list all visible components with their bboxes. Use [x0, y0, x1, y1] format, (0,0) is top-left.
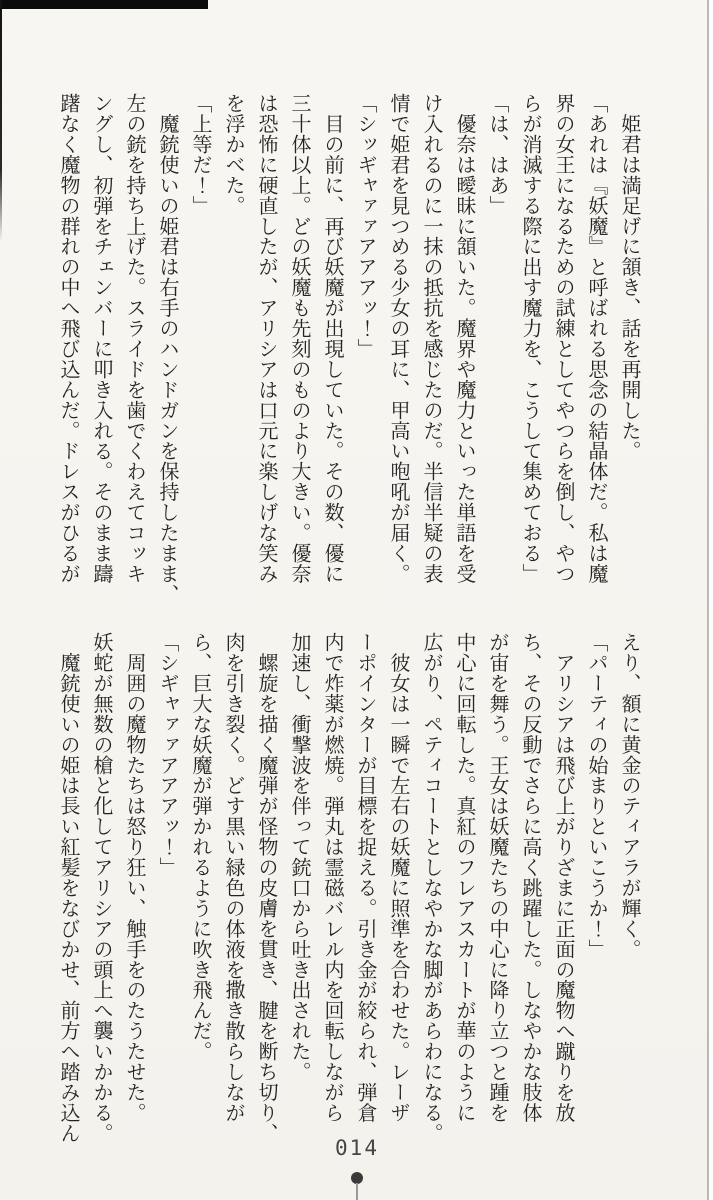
text-line: 魔銃使いの姫君は右手のハンドガンを保持したまま、 [156, 93, 180, 605]
text-line: は恐怖に硬直したが、アリシアは口元に楽しげな笑み [255, 93, 279, 584]
text-line: 「パーティの始まりといこうか！」 [585, 632, 609, 960]
text-line: 「上等だ！」 [189, 93, 213, 216]
text-line: 肉を引き裂く。どす黒い緑色の体液を撒き散らしなが [222, 632, 246, 1123]
text-line: ングし、初弾をチェンバーに叩き入れる。そのまま躊 [90, 93, 114, 584]
text-line: 左の銃を持ち上げた。スライドを歯でくわえてコッキ [123, 93, 147, 584]
text-line: 広がり、ペティコートとしなやかな脚があらわになる。 [420, 632, 444, 1144]
text-line: 目の前に、再び妖魔が出現していた。その数、優に [321, 93, 345, 584]
text-line: 内で炸薬が燃焼。弾丸は霊磁バレル内を回転しながら [321, 632, 345, 1123]
text-line: ら、巨大な妖魔が弾かれるように吹き飛んだ。 [189, 632, 213, 1062]
text-line: 情で姫君を見つめる少女の耳に、甲高い咆吼が届く。 [387, 93, 411, 584]
text-line: らが消滅する際に出す魔力を、こうして集めておる」 [519, 93, 543, 584]
text-line: 螺旋を描く魔弾が怪物の皮膚を貫き、腱を断ち切り、 [255, 632, 279, 1144]
scan-artifact-left-edge [0, 0, 2, 242]
text-line: 中心に回転した。真紅のフレアスカートが華のように [453, 632, 477, 1123]
text-block-bottom [52, 632, 646, 1154]
text-line: が宙を舞う。王女は妖魔たちの中心に降り立つと踵を [486, 632, 510, 1123]
text-line: ーポインターが目標を捉える。引き金が絞られ、弾倉 [354, 632, 378, 1123]
text-line: 加速し、衝撃波を伴って銃口から吐き出された。 [288, 632, 312, 1082]
page-number: 014 [335, 1136, 379, 1160]
text-line: 優奈は曖昧に頷いた。魔界や魔力といった単語を受 [453, 93, 477, 584]
text-line: 魔銃使いの姫は長い紅髪をなびかせ、前方へ踏み込ん [57, 632, 81, 1144]
text-line: 躇なく魔物の群れの中へ飛び込んだ。ドレスがひるが [57, 93, 81, 584]
text-line: を浮かべた。 [222, 93, 246, 216]
text-line: 三十体以上。どの妖魔も先刻のものより大きい。優奈 [288, 93, 312, 584]
text-line: 周囲の魔物たちは怒り狂い、触手をのたうたせた。 [123, 632, 147, 1123]
text-line: ち、その反動でさらに高く跳躍した。しなやかな肢体 [519, 632, 543, 1123]
text-line: 「あれは『妖魔』と呼ばれる思念の結晶体だ。私は魔 [585, 93, 609, 584]
scan-artifact-top-bar [0, 0, 208, 9]
binding-mark-line [356, 1183, 358, 1200]
scan-artifact-right-strip [709, 0, 713, 1200]
text-line: 界の女王になるための試練としてやつらを倒し、やつ [552, 93, 576, 584]
text-line: アリシアは飛び上がりざまに正面の魔物へ蹴りを放 [552, 632, 576, 1123]
text-line: け入れるのに一抹の抵抗を感じたのだ。半信半疑の表 [420, 93, 444, 584]
text-line: 妖蛇が無数の槍と化してアリシアの頭上へ襲いかかる。 [90, 632, 114, 1144]
text-line: えり、額に黄金のティアラが輝く。 [618, 632, 642, 960]
text-line: 「シッギャァァアアアッ！」 [354, 93, 378, 359]
scan-artifact-right-edge-line [707, 0, 709, 1200]
text-line: 彼女は一瞬で左右の妖魔に照準を合わせた。レーザ [387, 632, 411, 1123]
text-block-top [52, 93, 646, 615]
text-line: 「シギャァァアアアッ！」 [156, 632, 180, 878]
text-line: 「は、はあ」 [486, 93, 510, 216]
text-line: 姫君は満足げに頷き、話を再開した。 [618, 93, 642, 462]
